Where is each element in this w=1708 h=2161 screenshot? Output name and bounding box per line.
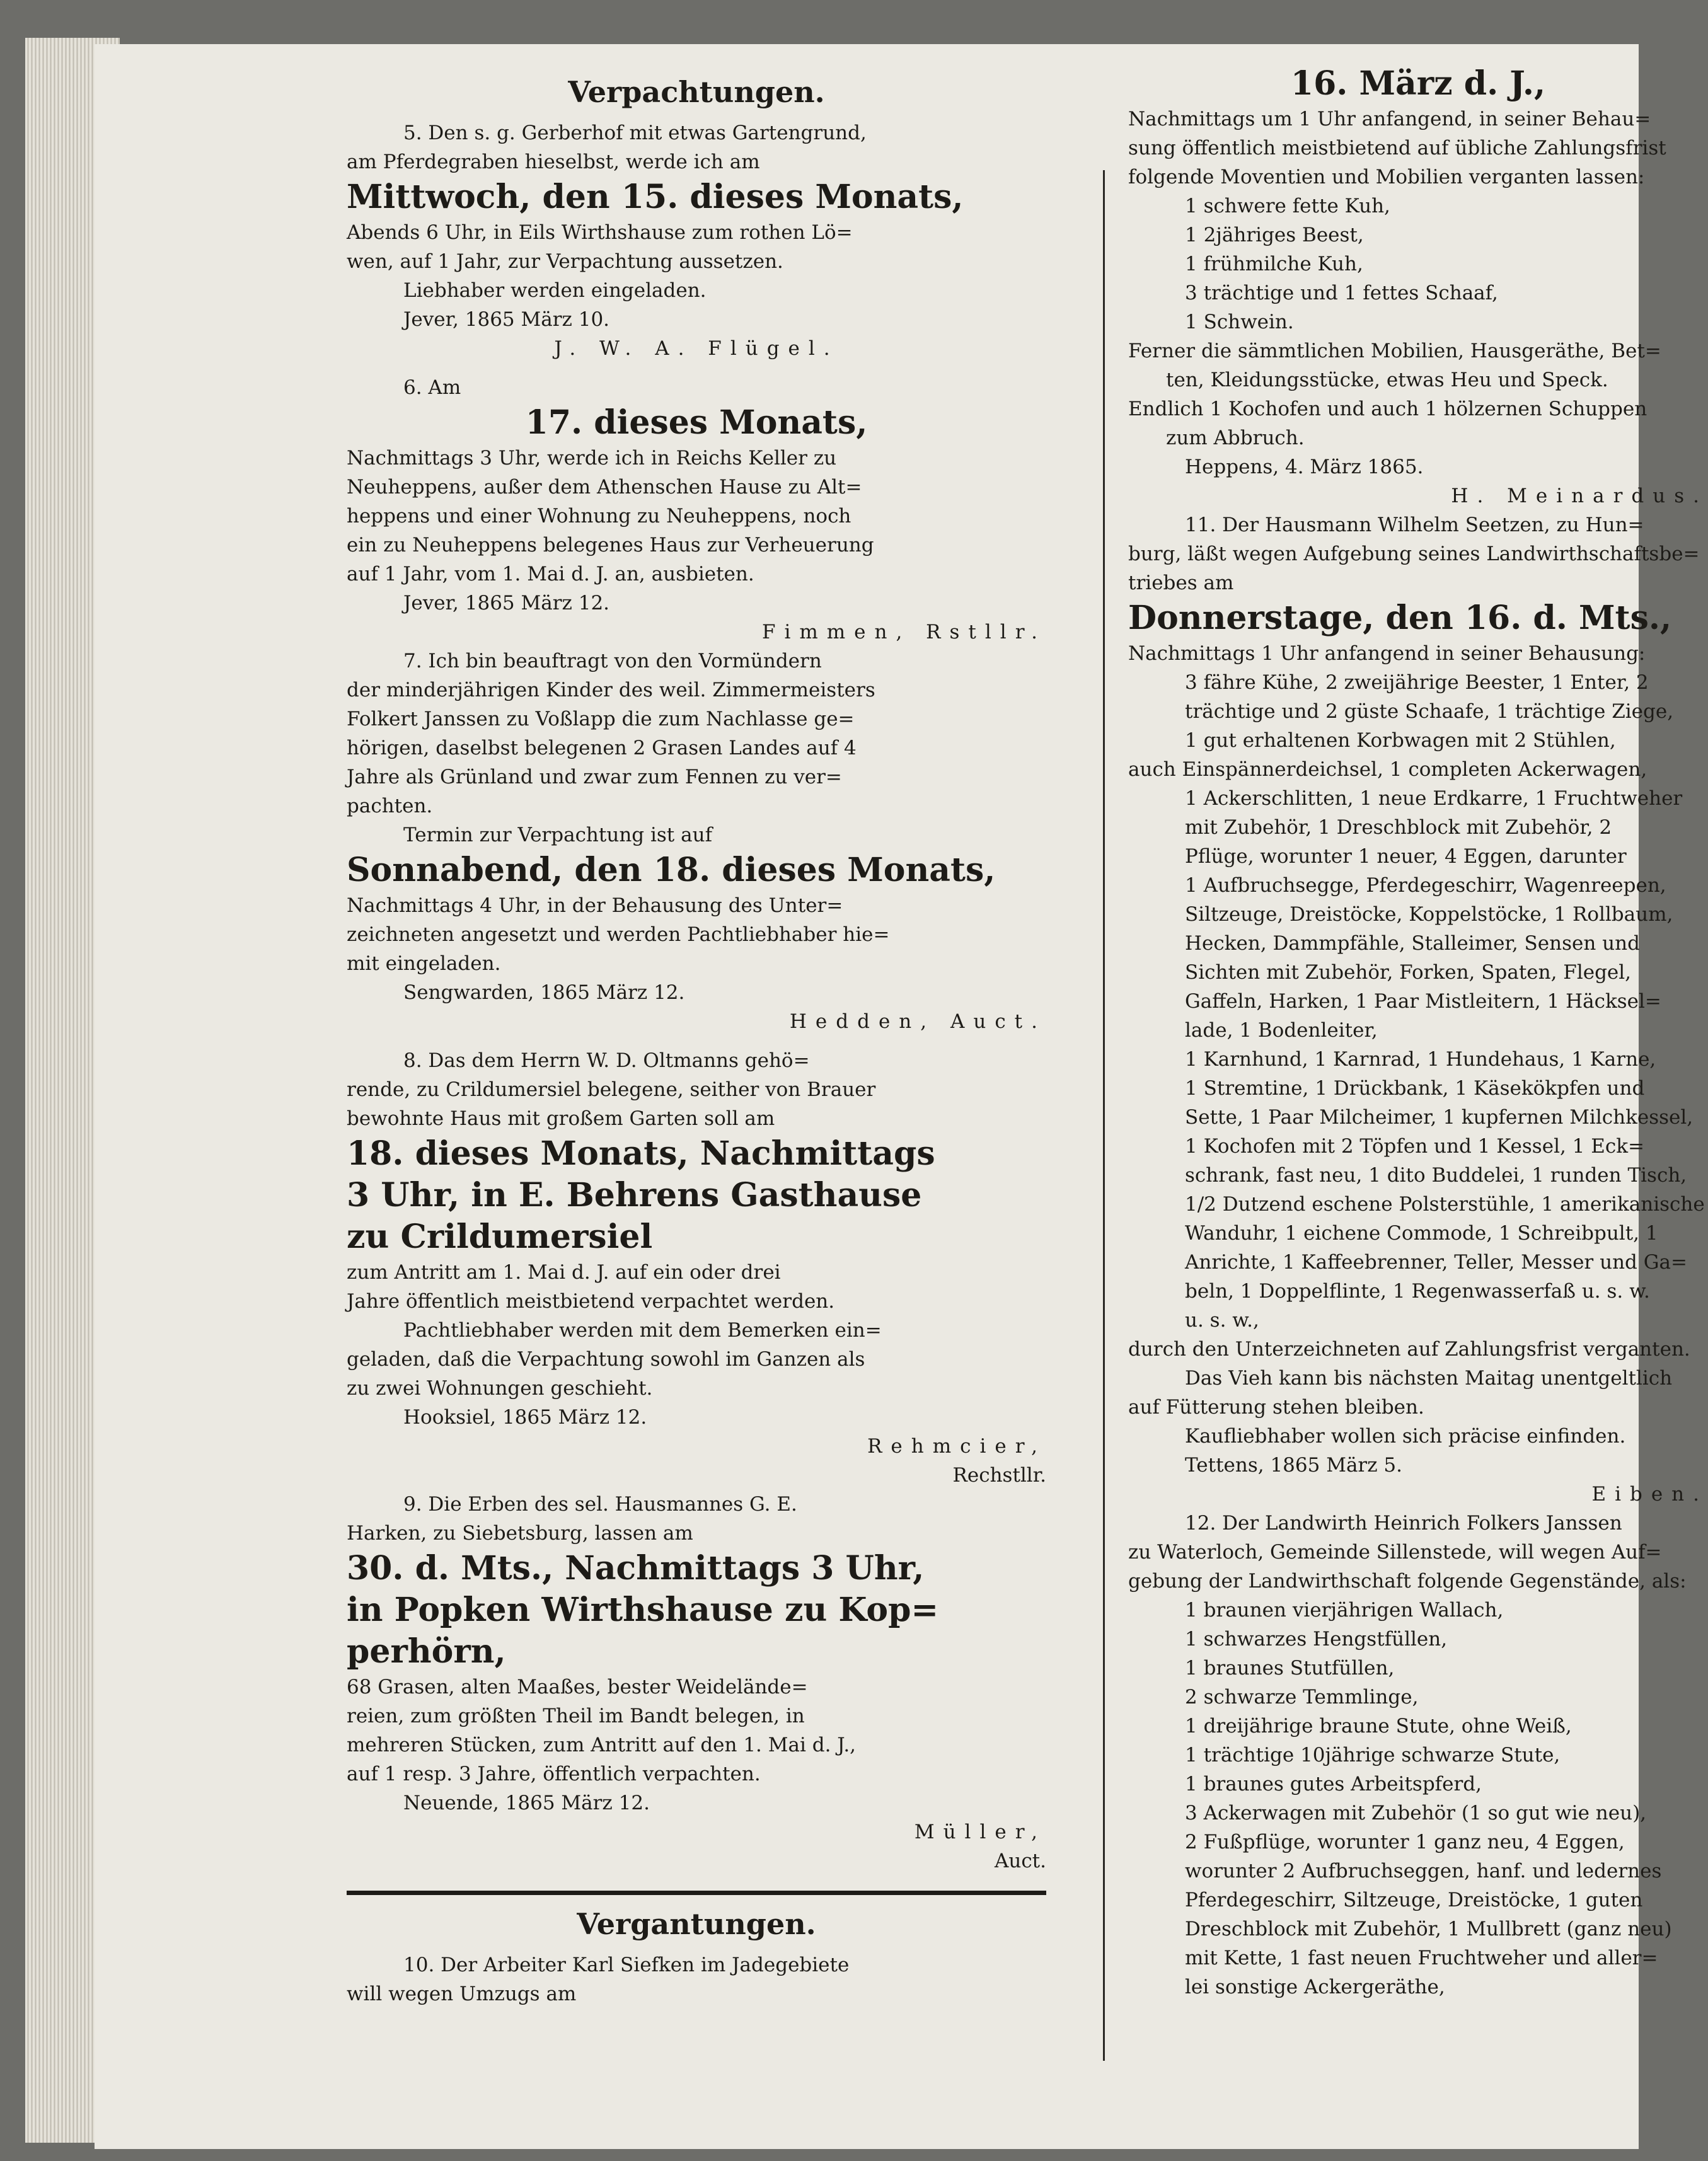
- text-line: hörigen, daselbst belegenen 2 Grasen Landes auf 4: [347, 737, 857, 759]
- text-line: 1 Schwein.: [1185, 311, 1294, 333]
- notice-date-heading: 3 Uhr, in E. Behrens Gasthause: [347, 1176, 922, 1214]
- text-line: auf 1 Jahr, vom 1. Mai d. J. an, ausbieten.: [347, 563, 754, 585]
- text-line: Siltzeuge, Dreistöcke, Koppelstöcke, 1 Rollbaum,: [1185, 903, 1673, 926]
- text-line: 1 schwarzes Hengstfüllen,: [1185, 1628, 1448, 1651]
- text-line: zum Antritt am 1. Mai d. J. auf ein oder drei: [347, 1261, 781, 1284]
- text-line: mit Zubehör, 1 Dreschblock mit Zubehör, 2: [1185, 816, 1612, 839]
- text-line: 1/2 Dutzend eschene Polsterstühle, 1 amerikanische: [1185, 1193, 1705, 1216]
- text-line: 12. Der Landwirth Heinrich Folkers Janssen: [1185, 1512, 1622, 1535]
- notice-date-heading: 18. dieses Monats, Nachmittags: [347, 1134, 935, 1173]
- text-line: durch den Unterzeichneten auf Zahlungsfrist verganten.: [1128, 1338, 1690, 1361]
- section-heading-verpachtungen: Verpachtungen.: [568, 75, 825, 109]
- text-line: mit Kette, 1 fast neuen Fruchtweher und aller=: [1185, 1947, 1658, 1969]
- notice-date-heading: in Popken Wirthshause zu Kop=: [347, 1591, 939, 1629]
- text-line: worunter 2 Aufbruchseggen, hanf. und ledernes: [1185, 1860, 1662, 1882]
- text-line: pachten.: [347, 795, 433, 817]
- text-line: Eiben.: [1591, 1483, 1708, 1506]
- text-line: 1 Aufbruchsegge, Pferdegeschirr, Wagenreepen,: [1185, 874, 1666, 897]
- text-line: 3 fähre Kühe, 2 zweijährige Beester, 1 Enter, 2: [1185, 671, 1649, 694]
- text-line: Ferner die sämmtlichen Mobilien, Hausgeräthe, Bet=: [1128, 340, 1661, 362]
- text-line: Abends 6 Uhr, in Eils Wirthshause zum rothen Lö=: [347, 221, 853, 244]
- text-line: Pachtliebhaber werden mit dem Bemerken ein=: [403, 1319, 882, 1342]
- text-line: reien, zum größten Theil im Bandt belegen, in: [347, 1705, 805, 1727]
- text-line: 8. Das dem Herrn W. D. Oltmanns gehö=: [403, 1049, 810, 1072]
- text-line: Sette, 1 Paar Milcheimer, 1 kupfernen Milchkessel,: [1185, 1106, 1694, 1129]
- column-divider: [1103, 170, 1105, 2061]
- text-line: beln, 1 Doppelflinte, 1 Regenwasserfaß u. s. w.: [1185, 1280, 1650, 1303]
- notice-date-heading: Donnerstage, den 16. d. Mts.,: [1128, 599, 1672, 637]
- text-line: Anrichte, 1 Kaffeebrenner, Teller, Messer und Ga=: [1185, 1251, 1687, 1274]
- text-line: Folkert Janssen zu Voßlapp die zum Nachlasse ge=: [347, 708, 855, 730]
- text-line: 68 Grasen, alten Maaßes, bester Weidelände=: [347, 1676, 808, 1698]
- text-line: Endlich 1 Kochofen und auch 1 hölzernen Schuppen: [1128, 398, 1647, 420]
- text-line: 1 dreijährige braune Stute, ohne Weiß,: [1185, 1715, 1572, 1737]
- left-column: [347, 63, 1046, 2008]
- text-line: Hedden, Auct.: [789, 1010, 1046, 1033]
- text-line: Gaffeln, Harken, 1 Paar Mistleitern, 1 Häcksel=: [1185, 990, 1661, 1013]
- text-line: lade, 1 Bodenleiter,: [1185, 1019, 1378, 1042]
- right-column: [1128, 63, 1708, 2002]
- text-line: 1 Karnhund, 1 Karnrad, 1 Hundehaus, 1 Karne,: [1185, 1048, 1656, 1071]
- text-line: rende, zu Crildumersiel belegene, seither von Brauer: [347, 1078, 876, 1101]
- text-line: folgende Moventien und Mobilien verganten lassen:: [1128, 166, 1645, 188]
- text-line: sung öffentlich meistbietend auf übliche Zahlungsfrist: [1128, 137, 1666, 159]
- text-line: lei sonstige Ackergeräthe,: [1185, 1976, 1445, 1998]
- right-column-body: [1128, 63, 1708, 2002]
- text-line: Sengwarden, 1865 März 12.: [403, 981, 685, 1004]
- text-line: Tettens, 1865 März 5.: [1185, 1454, 1403, 1477]
- text-line: zu Waterloch, Gemeinde Sillenstede, will wegen Auf=: [1128, 1541, 1662, 1564]
- notice-date-heading: 17. dieses Monats,: [525, 403, 868, 442]
- text-line: 10. Der Arbeiter Karl Siefken im Jadegebiete: [403, 1954, 850, 1976]
- text-line: will wegen Umzugs am: [347, 1983, 577, 2005]
- text-line: zeichneten angesetzt und werden Pachtliebhaber hie=: [347, 923, 890, 946]
- text-line: auch Einspännerdeichsel, 1 completen Ackerwagen,: [1128, 758, 1647, 781]
- text-line: Rechstllr.: [952, 1464, 1046, 1487]
- notice-date-heading: Mittwoch, den 15. dieses Monats,: [347, 178, 964, 216]
- text-line: zum Abbruch.: [1166, 427, 1305, 449]
- text-line: Hecken, Dammpfähle, Stalleimer, Sensen und: [1185, 932, 1640, 955]
- text-line: Wanduhr, 1 eichene Commode, 1 Schreibpult, 1: [1185, 1222, 1658, 1245]
- text-line: 5. Den s. g. Gerberhof mit etwas Gartengrund,: [403, 122, 867, 144]
- text-line: auf Fütterung stehen bleiben.: [1128, 1396, 1424, 1419]
- text-line: J. W. A. Flügel.: [554, 337, 839, 360]
- text-line: zu zwei Wohnungen geschieht.: [347, 1377, 653, 1400]
- text-line: am Pferdegraben hieselbst, werde ich am: [347, 151, 760, 173]
- text-line: Jahre als Grünland und zwar zum Fennen zu ver=: [347, 766, 842, 788]
- section-rule: [347, 1891, 1046, 1895]
- newspaper-page: [95, 44, 1708, 2149]
- notice-date-heading: zu Crildumersiel: [347, 1218, 653, 1256]
- text-line: Kaufliebhaber wollen sich präcise einfinden.: [1185, 1425, 1626, 1448]
- text-line: Termin zur Verpachtung ist auf: [403, 824, 713, 846]
- text-line: Auct.: [994, 1850, 1046, 1872]
- text-line: Neuende, 1865 März 12.: [403, 1792, 650, 1814]
- text-line: 2 schwarze Temmlinge,: [1185, 1686, 1419, 1709]
- text-line: mit eingeladen.: [347, 952, 501, 975]
- text-line: der minderjährigen Kinder des weil. Zimmermeisters: [347, 679, 875, 701]
- text-line: Nachmittags um 1 Uhr anfangend, in seiner Behau=: [1128, 108, 1651, 130]
- text-line: Dreschblock mit Zubehör, 1 Mullbrett (ganz neu): [1185, 1918, 1672, 1940]
- text-line: 1 frühmilche Kuh,: [1185, 253, 1363, 275]
- text-line: Jever, 1865 März 12.: [403, 592, 610, 614]
- text-line: Pflüge, worunter 1 neuer, 4 Eggen, darunter: [1185, 845, 1627, 868]
- text-line: ten, Kleidungsstücke, etwas Heu und Speck.: [1166, 369, 1608, 391]
- text-line: heppens und einer Wohnung zu Neuheppens, noch: [347, 505, 851, 527]
- text-line: 7. Ich bin beauftragt von den Vormündern: [403, 650, 822, 672]
- text-line: Nachmittags 1 Uhr anfangend in seiner Behausung:: [1128, 642, 1646, 665]
- text-line: 1 Kochofen mit 2 Töpfen und 1 Kessel, 1 Eck=: [1185, 1135, 1645, 1158]
- text-line: Jahre öffentlich meistbietend verpachtet werden.: [347, 1290, 835, 1313]
- notice-date-heading: 30. d. Mts., Nachmittags 3 Uhr,: [347, 1549, 925, 1588]
- text-line: 1 schwere fette Kuh,: [1185, 195, 1390, 217]
- text-line: Heppens, 4. März 1865.: [1185, 456, 1424, 478]
- text-line: u. s. w.,: [1185, 1309, 1259, 1332]
- text-line: Das Vieh kann bis nächsten Maitag unentgeltlich: [1185, 1367, 1673, 1390]
- text-line: 3 Ackerwagen mit Zubehör (1 so gut wie neu),: [1185, 1802, 1647, 1824]
- text-line: ein zu Neuheppens belegenes Haus zur Verheuerung: [347, 534, 874, 556]
- text-line: 11. Der Hausmann Wilhelm Seetzen, zu Hun=: [1185, 514, 1644, 536]
- text-line: Hooksiel, 1865 März 12.: [403, 1406, 647, 1429]
- left-column-body-2: [347, 1951, 1046, 2008]
- text-line: Müller,: [914, 1821, 1046, 1843]
- text-line: 3 trächtige und 1 fettes Schaaf,: [1185, 282, 1498, 304]
- text-line: 1 trächtige 10jährige schwarze Stute,: [1185, 1744, 1561, 1766]
- left-column-body: [347, 118, 1046, 1876]
- text-line: 6. Am: [403, 376, 461, 399]
- text-line: trächtige und 2 güste Schaafe, 1 trächtige Ziege,: [1185, 700, 1674, 723]
- notice-date-heading: 16. März d. J.,: [1290, 64, 1546, 103]
- text-line: 1 braunen vierjährigen Wallach,: [1185, 1599, 1504, 1622]
- text-line: Fimmen, Rstllr.: [761, 621, 1046, 643]
- text-line: H. Meinardus.: [1451, 485, 1708, 507]
- text-line: 1 braunes Stutfüllen,: [1185, 1657, 1395, 1680]
- notice-date-heading: Sonnabend, den 18. dieses Monats,: [347, 851, 996, 889]
- text-line: burg, läßt wegen Aufgebung seines Landwirthschaftsbe=: [1128, 543, 1700, 565]
- text-line: bewohnte Haus mit großem Garten soll am: [347, 1107, 775, 1130]
- text-line: 1 Ackerschlitten, 1 neue Erdkarre, 1 Fruchtweher: [1185, 787, 1683, 810]
- text-line: wen, auf 1 Jahr, zur Verpachtung aussetzen.: [347, 250, 783, 273]
- text-line: gebung der Landwirthschaft folgende Gegenstände, als:: [1128, 1570, 1687, 1593]
- text-line: 1 Stremtine, 1 Drückbank, 1 Käsekökpfen und: [1185, 1077, 1645, 1100]
- text-line: mehreren Stücken, zum Antritt auf den 1. Mai d. J.,: [347, 1734, 857, 1756]
- text-line: 1 gut erhaltenen Korbwagen mit 2 Stühlen,: [1185, 729, 1616, 752]
- text-line: Rehmcier,: [867, 1435, 1046, 1458]
- text-line: 2 Fußpflüge, worunter 1 ganz neu, 4 Eggen,: [1185, 1831, 1625, 1853]
- text-line: 1 braunes gutes Arbeitspferd,: [1185, 1773, 1482, 1795]
- notice-date-heading: perhörn,: [347, 1632, 506, 1671]
- text-line: Neuheppens, außer dem Athenschen Hause zu Alt=: [347, 476, 862, 498]
- section-heading-vergantungen: Vergantungen.: [577, 1907, 816, 1941]
- text-line: schrank, fast neu, 1 dito Buddelei, 1 runden Tisch,: [1185, 1164, 1687, 1187]
- text-line: triebes am: [1128, 572, 1234, 594]
- text-line: Pferdegeschirr, Siltzeuge, Dreistöcke, 1 guten: [1185, 1889, 1643, 1911]
- text-line: Nachmittags 3 Uhr, werde ich in Reichs Keller zu: [347, 447, 837, 470]
- text-line: Harken, zu Siebetsburg, lassen am: [347, 1522, 693, 1545]
- text-line: auf 1 resp. 3 Jahre, öffentlich verpachten.: [347, 1763, 761, 1785]
- text-line: Liebhaber werden eingeladen.: [403, 279, 707, 302]
- text-line: Jever, 1865 März 10.: [403, 308, 610, 331]
- text-line: geladen, daß die Verpachtung sowohl im Ganzen als: [347, 1348, 865, 1371]
- text-line: Nachmittags 4 Uhr, in der Behausung des Unter=: [347, 894, 843, 917]
- text-line: 1 2jähriges Beest,: [1185, 224, 1364, 246]
- text-line: 9. Die Erben des sel. Hausmannes G. E.: [403, 1493, 797, 1516]
- text-line: Sichten mit Zubehör, Forken, Spaten, Flegel,: [1185, 961, 1632, 984]
